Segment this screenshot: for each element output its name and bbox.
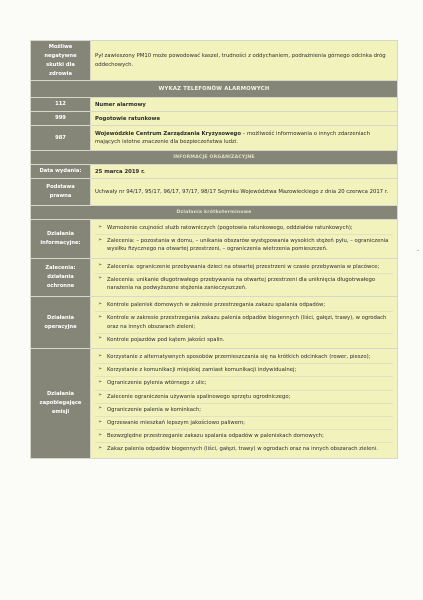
bullet-icon: ➢ — [98, 262, 103, 269]
actions-heading-row — [31, 206, 398, 220]
list-item — [95, 430, 393, 443]
list-item — [95, 364, 393, 377]
info-heading: INFORMACJE ORGANIZACYJNE — [31, 151, 398, 165]
alarm-phones-heading: WYKAZ TELEFONÓW ALARMOWYCH — [31, 81, 398, 98]
list-item-text: Wzmożenie czujności służb ratowniczych (pogotowia ratunkowego, oddziałów ratunkowych); — [107, 225, 353, 231]
alarm-row — [31, 98, 398, 112]
bullet-icon: ➢ — [98, 431, 103, 438]
phone-description-cell — [91, 126, 398, 151]
bullet-icon: ➢ — [98, 352, 103, 359]
action-group-items — [91, 297, 398, 349]
list-item — [95, 377, 393, 390]
action-group-label: Działania operacyjne — [31, 297, 91, 349]
bullet-icon: ➢ — [98, 405, 103, 412]
action-group-items — [91, 220, 398, 259]
list-item-text: Zakaz palenia odpadów biogennych (liści, gałęzi, trawy) w ogrodach oraz na innych obszarach zieleni. — [107, 446, 378, 453]
list-item-text: Korzystanie z komunikacji miejskiej zamiast komunikacji indywidualnej; — [107, 367, 297, 374]
list-item-text: Korzystanie z alternatywnych sposobów przemieszczania się na krótkich odcinkach (rower, pieszo); — [107, 354, 371, 361]
action-group-row — [31, 220, 398, 259]
bullet-icon: ➢ — [98, 275, 103, 282]
list-item — [95, 351, 393, 364]
list-item — [95, 299, 393, 312]
phone-number: 999 — [31, 112, 91, 126]
alarm-heading-row — [31, 81, 398, 98]
phone-name: Wojewódzkie Centrum Zarządzania Kryzysowego — [95, 131, 241, 138]
list-item — [95, 222, 393, 235]
phone-description: – możliwość informowania o innych zdarzeniach mających istotne znaczenie dla bezpieczeństwa ludzi. — [95, 131, 370, 146]
legal-basis-row — [31, 179, 398, 206]
bullet-icon: ➢ — [98, 444, 103, 451]
list-item-text: Zalecenia: unikanie długotrwałego przebywania na otwartej przestrzeni dla uniknięcia długotrwałego narażenia na podwyższone stężenia zanieczyszczeń. — [107, 276, 376, 292]
document-page — [30, 40, 398, 459]
health-effects-row — [31, 41, 398, 81]
list-item-text: Ograniczenie palenia w kominkach; — [107, 406, 202, 413]
action-group-label: Działania zapobiegające emisji — [31, 349, 91, 459]
phone-name: Numer alarmowy — [91, 98, 398, 112]
bullet-icon: ➢ — [98, 418, 103, 425]
action-group-label: Działania informacyjne: — [31, 220, 91, 259]
issue-date-label: Data wydania: — [31, 165, 91, 179]
bullet-icon: ➢ — [98, 313, 103, 320]
info-heading-row — [31, 151, 398, 165]
bullet-icon: ➢ — [98, 378, 103, 385]
legal-basis-label: Podstawa prawna — [31, 179, 91, 206]
action-group-label: Zalecenia: działania ochronne — [31, 258, 91, 297]
list-item — [95, 274, 393, 294]
list-item — [95, 391, 393, 404]
bullet-icon: ➢ — [98, 300, 103, 307]
issue-date-value: 25 marca 2019 r. — [91, 165, 398, 179]
list-item — [95, 417, 393, 430]
action-group-row — [31, 349, 398, 459]
legal-basis-value: Uchwały nr 94/17, 95/17, 96/17, 97/17, 98/17 Sejmiku Województwa Mazowieckiego z dnia 20 czerwca 2017 r. — [91, 179, 398, 206]
health-effects-label: Możliwe negatywne skutki dla zdrowia — [31, 41, 91, 81]
bullet-icon: ➢ — [98, 335, 103, 342]
list-item-text: Zalecenia: ograniczenie przebywania dzieci na otwartej przestrzeni w czasie przebywania w placówce; — [107, 263, 380, 270]
bullet-icon: ➢ — [98, 223, 103, 230]
list-item — [95, 334, 393, 346]
health-effects-text: Pył zawieszony PM10 może powodować kaszel, trudności z oddychaniem, podrażnienia górnego odcinka dróg oddechowych. — [91, 41, 398, 81]
phone-number: 987 — [31, 126, 91, 151]
phone-name: Pogotowie ratunkowe — [91, 112, 398, 126]
list-item — [95, 443, 393, 455]
list-item-text: Kontrole palenisk domowych w zakresie przestrzegania zakazu spalania odpadów; — [107, 302, 326, 309]
list-item — [95, 261, 393, 274]
phone-number: 112 — [31, 98, 91, 112]
list-item-text: Kontrole w zakresie przestrzegania zakazu palenia odpadów biogennych (liści, gałęzi, trawy), w ogrodach oraz na innych obszarach zieleni; — [107, 315, 387, 330]
alarm-row — [31, 112, 398, 126]
action-group-items — [91, 349, 398, 459]
actions-heading: Działania krótkoterminowe — [31, 206, 398, 220]
list-item-text: Kontrole pojazdów pod kątem jakości spalin. — [107, 336, 225, 343]
action-group-row — [31, 297, 398, 349]
action-group-row — [31, 258, 398, 297]
bullet-icon: ➢ — [98, 392, 103, 399]
bullet-icon: ➢ — [98, 365, 103, 372]
alarm-row — [31, 126, 398, 151]
issue-date-row — [31, 165, 398, 179]
list-item-text: Zalecenia: – pozostania w domu, – unikania obszarów występowania wysokich stężeń pyłu, – ograniczenia wysiłku fizycznego na otwartej przestrzeni, – ograniczenia wietrzenia pomieszczeń. — [107, 238, 389, 253]
air-quality-table — [30, 40, 398, 459]
list-item-text: Zalecenie ograniczenia używania spalinowego sprzętu ogrodniczego; — [107, 393, 291, 400]
list-item — [95, 404, 393, 417]
scan-mark — [417, 250, 419, 251]
list-item-text: Ograniczenie pylenia wtórnego z ulic; — [107, 380, 207, 387]
list-item — [95, 235, 393, 255]
list-item — [95, 312, 393, 333]
list-item-text: Bezwzględne przestrzeganie zakazu spalania odpadów w paleniskach domowych; — [107, 433, 324, 440]
list-item-text: Ogrzewanie mieszkań lepszym jakościowo paliwem; — [107, 420, 245, 427]
action-group-items — [91, 258, 398, 297]
bullet-icon: ➢ — [98, 236, 103, 243]
